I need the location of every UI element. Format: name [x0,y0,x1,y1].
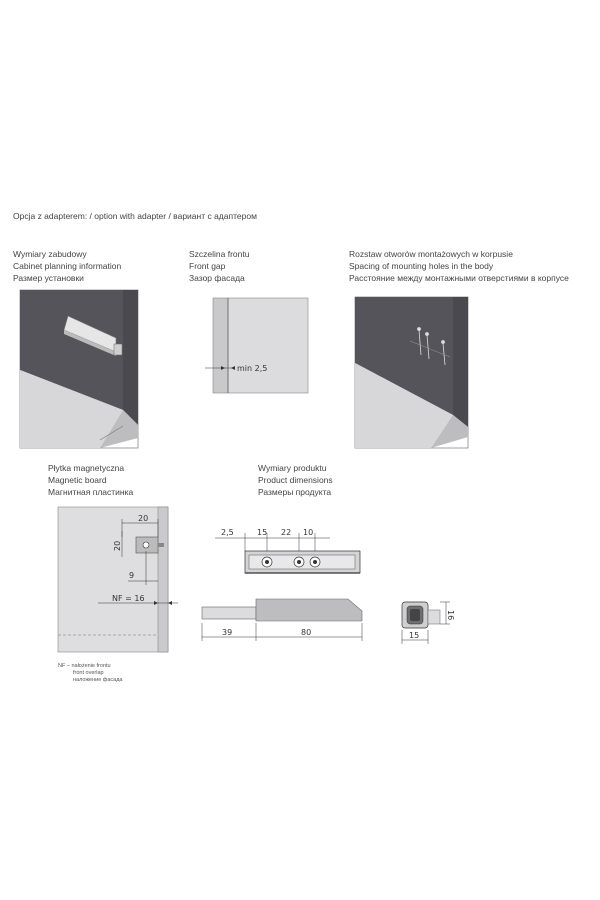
spacing-caption-pl: Rozstaw otworów montażowych w korpusie [349,249,513,259]
cabinet-caption-en: Cabinet planning information [13,261,122,271]
dim-15-label: 15 [257,528,268,537]
spacing-caption-en: Spacing of mounting holes in the body [349,261,494,271]
cabinet-illustration [20,290,140,450]
dim-16-label: 16 [446,610,455,621]
nf-note-pl: NF – nałożenie frontu [58,663,111,669]
product-caption-pl: Wymiary produktu [258,463,327,473]
front-gap-label: min 2,5 [237,364,268,373]
dim-10-label: 10 [303,528,314,537]
magnetic-caption-pl: Płytka magnetyczna [48,463,125,473]
gap-caption-en: Front gap [189,261,226,271]
spacing-caption-ru: Расстояние между монтажными отверстиями в корпусе [349,273,569,283]
magnetic-caption-en: Magnetic board [48,475,107,485]
product-end-view [398,600,460,648]
dim-80-label: 80 [301,628,312,637]
dim-22-label: 22 [281,528,292,537]
gap-caption [189,248,249,284]
page-heading: Opcja z adapterem: / option with adapter / вариант с адаптером [13,211,257,221]
product-side-view [198,595,368,645]
nf-label: NF = 16 [112,594,145,603]
spacing-illustration [355,297,470,450]
product-caption [258,462,333,498]
magnetic-offset-label: 9 [129,571,135,580]
magnetic-height-label: 20 [113,540,122,551]
dim-15w-label: 15 [409,631,420,640]
cabinet-caption-pl: Wymiary zabudowy [13,249,87,259]
front-gap-illustration [205,298,310,398]
magnetic-caption-ru: Магнитная пластинка [48,487,134,497]
product-top-view [215,525,365,580]
spacing-caption [349,248,569,284]
nf-note-ru: наложение фасада [73,677,123,683]
magnetic-board-drawing [58,507,183,657]
dim-39-label: 39 [222,628,233,637]
gap-caption-ru: Зазор фасада [189,273,245,283]
cabinet-caption [13,248,121,284]
gap-caption-pl: Szczelina frontu [189,249,250,259]
nf-note-en: front overlap [73,670,104,676]
dim-2-5-label: 2,5 [221,528,234,537]
magnetic-width-label: 20 [138,514,149,523]
product-caption-en: Product dimensions [258,475,333,485]
cabinet-caption-ru: Размер установки [13,273,84,283]
product-caption-ru: Размеры продукта [258,487,332,497]
nf-note [58,663,122,684]
top-view-body [245,551,360,573]
magnetic-caption [48,462,133,498]
